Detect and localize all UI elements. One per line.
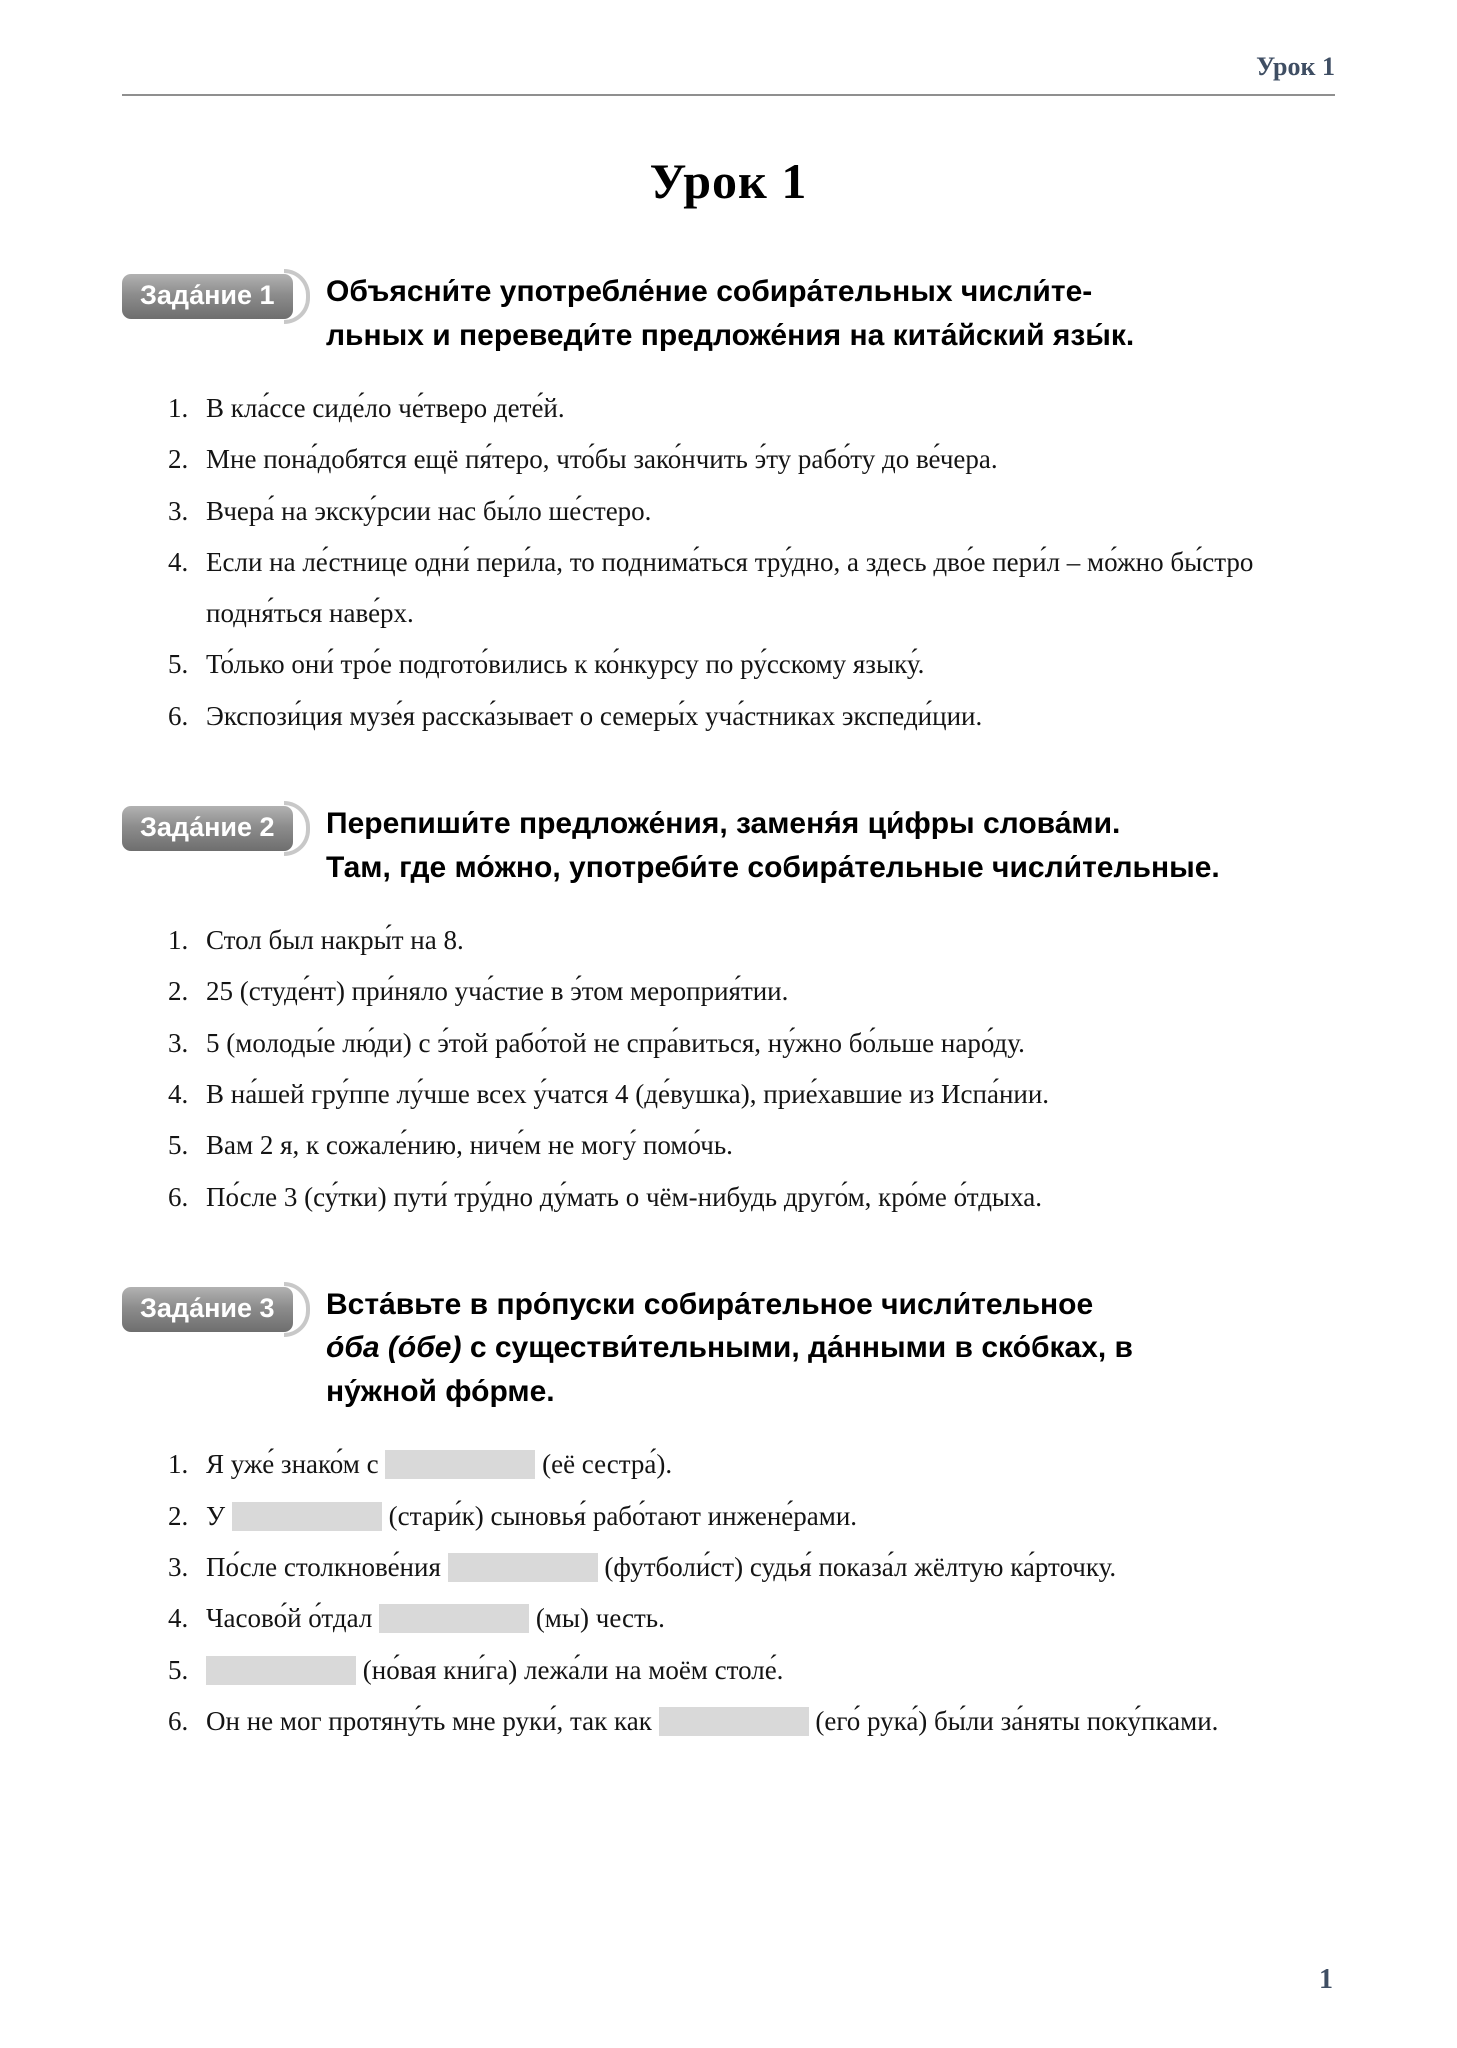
item-text bbox=[206, 1491, 1335, 1542]
list-item bbox=[168, 383, 1335, 434]
item-number: 4. bbox=[168, 1078, 189, 1109]
list-item bbox=[168, 1593, 1335, 1644]
item-number: 2. bbox=[168, 1500, 189, 1531]
item-text-after-blank: (футболи́ст) судья́ показа́л жёлтую ка́рточку. bbox=[597, 1551, 1117, 1582]
fill-in-blank bbox=[385, 1450, 535, 1479]
instruction-text: с существи́тельными, да́нными в ско́бках, в bbox=[461, 1331, 1133, 1365]
task-2-badge bbox=[122, 806, 293, 851]
item-text bbox=[206, 1542, 1335, 1593]
instruction-line: льных и переведи́те предложе́ния на кита́йский язы́к. bbox=[326, 318, 1135, 352]
item-number: 5. bbox=[168, 1130, 189, 1161]
item-text-after-blank: (её сестра́). bbox=[535, 1449, 673, 1480]
item-number: 3. bbox=[168, 495, 189, 526]
list-item bbox=[168, 691, 1335, 742]
item-number: 2. bbox=[168, 444, 189, 475]
item-text: Мне пона́добятся ещё пя́теро, что́бы зако́нчить э́ту рабо́ту до ве́чера. bbox=[206, 444, 998, 475]
task-2-instruction bbox=[326, 802, 1335, 889]
item-text: Вам 2 я, к сожале́нию, ниче́м не могу́ помо́чь. bbox=[206, 1130, 733, 1161]
item-text-before-blank: По́сле столкнове́ния bbox=[206, 1551, 448, 1582]
list-item bbox=[168, 1696, 1335, 1747]
header-divider bbox=[122, 94, 1335, 96]
list-item bbox=[168, 1439, 1335, 1490]
item-text: 25 (студе́нт) при́няло уча́стие в э́том мероприя́тии. bbox=[206, 976, 789, 1007]
item-text bbox=[206, 1645, 1335, 1696]
fill-in-blank bbox=[206, 1656, 356, 1685]
item-text-after-blank: (мы) честь. bbox=[529, 1603, 665, 1634]
task-2-badge-column bbox=[122, 802, 326, 851]
task-3-badge-label: Зада́ние 3 bbox=[140, 1292, 275, 1323]
item-text-before-blank: Часово́й о́тдал bbox=[206, 1603, 380, 1634]
item-text: То́лько они́ тро́е подгото́вились к ко́нкурсу по ру́сскому языку́. bbox=[206, 649, 925, 680]
item-number: 1. bbox=[168, 1449, 189, 1480]
item-number: 3. bbox=[168, 1027, 189, 1058]
item-text: По́сле 3 (су́тки) пути́ тру́дно ду́мать о чём-нибудь друго́м, кро́ме о́тдыха. bbox=[206, 1181, 1042, 1212]
page-title: Урок 1 bbox=[649, 153, 808, 209]
item-text-after-blank: (его́ рука́) бы́ли за́няты поку́пками. bbox=[808, 1705, 1219, 1736]
fill-in-blank bbox=[232, 1502, 382, 1531]
item-text-after-blank: (стари́к) сыновья́ рабо́тают инжене́рами. bbox=[381, 1500, 858, 1531]
item-number: 1. bbox=[168, 925, 189, 956]
list-item bbox=[168, 1542, 1335, 1593]
list-item bbox=[168, 434, 1335, 485]
task-1 bbox=[122, 270, 1335, 742]
task-1-instruction bbox=[326, 270, 1335, 357]
item-text: Вчера́ на экску́рсии нас бы́ло ше́стеро. bbox=[206, 495, 652, 526]
item-text: Если на ле́стнице одни́ пери́ла, то поднима́ться тру́дно, а здесь дво́е пери́л – мо́жно бы́стро подня́ться наве́рх. bbox=[206, 546, 1254, 629]
item-text: В кла́ссе сиде́ло че́тверо дете́й. bbox=[206, 393, 565, 423]
instruction-line: Там, где мо́жно, употреби́те собира́тельные числи́тельные. bbox=[326, 850, 1220, 884]
instruction-line: Объясни́те употребле́ние собира́тельных числи́те- bbox=[326, 275, 1093, 308]
list-item bbox=[168, 915, 1335, 966]
list-item bbox=[168, 1069, 1335, 1120]
task-3 bbox=[122, 1283, 1335, 1747]
instruction-italic-text: о́ба (о́бе) bbox=[326, 1331, 462, 1365]
list-item bbox=[168, 966, 1335, 1017]
instruction-line bbox=[326, 1370, 1335, 1414]
instruction-line: Перепиши́те предложе́ния, заменя́я ци́фры слова́ми. bbox=[326, 807, 1121, 841]
task-3-item-list bbox=[122, 1439, 1335, 1747]
item-text: В на́шей гру́ппе лу́чше всех у́чатся 4 (де́вушка), прие́хавшие из Испа́нии. bbox=[206, 1078, 1050, 1109]
item-number: 6. bbox=[168, 1181, 189, 1212]
instruction-line bbox=[326, 1326, 1335, 1370]
item-number: 4. bbox=[168, 546, 189, 577]
item-number: 6. bbox=[168, 700, 189, 731]
list-item bbox=[168, 537, 1335, 640]
task-1-badge-label: Зада́ние 1 bbox=[140, 280, 275, 310]
task-1-badge bbox=[122, 274, 293, 319]
list-item bbox=[168, 1645, 1335, 1696]
item-text-before-blank: Он не мог протяну́ть мне руки́, так как bbox=[206, 1705, 659, 1736]
task-2-badge-label: Зада́ние 2 bbox=[140, 812, 275, 843]
instruction-line bbox=[326, 1283, 1335, 1327]
item-text bbox=[206, 1439, 1335, 1490]
item-number: 5. bbox=[168, 1654, 189, 1685]
fill-in-blank bbox=[379, 1604, 529, 1633]
fill-in-blank bbox=[448, 1553, 598, 1582]
task-1-badge-column bbox=[122, 270, 326, 319]
item-number: 5. bbox=[168, 649, 189, 680]
task-3-instruction bbox=[326, 1283, 1335, 1414]
item-text: 5 (молоды́е лю́ди) с э́той рабо́той не спра́виться, ну́жно бо́льше наро́ду. bbox=[206, 1027, 1025, 1058]
instruction-text: ну́жной фо́рме. bbox=[326, 1374, 555, 1408]
item-text-before-blank: У bbox=[206, 1500, 232, 1531]
task-3-badge bbox=[122, 1287, 293, 1332]
item-number: 2. bbox=[168, 976, 189, 1007]
item-text bbox=[206, 1593, 1335, 1644]
item-text: Экспози́ция музе́я расска́зывает о семеры́х уча́стниках экспеди́ции. bbox=[206, 700, 983, 731]
list-item bbox=[168, 486, 1335, 537]
item-number: 6. bbox=[168, 1705, 189, 1736]
task-3-head bbox=[122, 1283, 1335, 1414]
fill-in-blank bbox=[659, 1707, 809, 1736]
item-text bbox=[206, 1696, 1335, 1747]
item-number: 1. bbox=[168, 393, 189, 423]
task-3-badge-column bbox=[122, 1283, 326, 1332]
item-text-before-blank: Я уже́ знако́м с bbox=[206, 1449, 386, 1480]
task-2-head bbox=[122, 802, 1335, 889]
item-number: 4. bbox=[168, 1603, 189, 1634]
task-2-item-list bbox=[122, 915, 1335, 1223]
item-text-after-blank: (но́вая кни́га) лежа́ли на моём столе́. bbox=[356, 1654, 784, 1685]
list-item bbox=[168, 1120, 1335, 1171]
running-header-text: Урок 1 bbox=[1256, 52, 1335, 81]
item-number: 3. bbox=[168, 1551, 189, 1582]
running-header bbox=[122, 52, 1335, 94]
task-2 bbox=[122, 802, 1335, 1223]
list-item bbox=[168, 1172, 1335, 1223]
page-number: 1 bbox=[1319, 1964, 1333, 1995]
item-text: Стол был накры́т на 8. bbox=[206, 925, 464, 956]
task-1-head bbox=[122, 270, 1335, 357]
list-item bbox=[168, 1491, 1335, 1542]
list-item bbox=[168, 1018, 1335, 1069]
task-1-item-list bbox=[122, 383, 1335, 742]
instruction-text: Вста́вьте в про́пуски собира́тельное числи́тельное bbox=[326, 1287, 1094, 1321]
list-item bbox=[168, 639, 1335, 690]
